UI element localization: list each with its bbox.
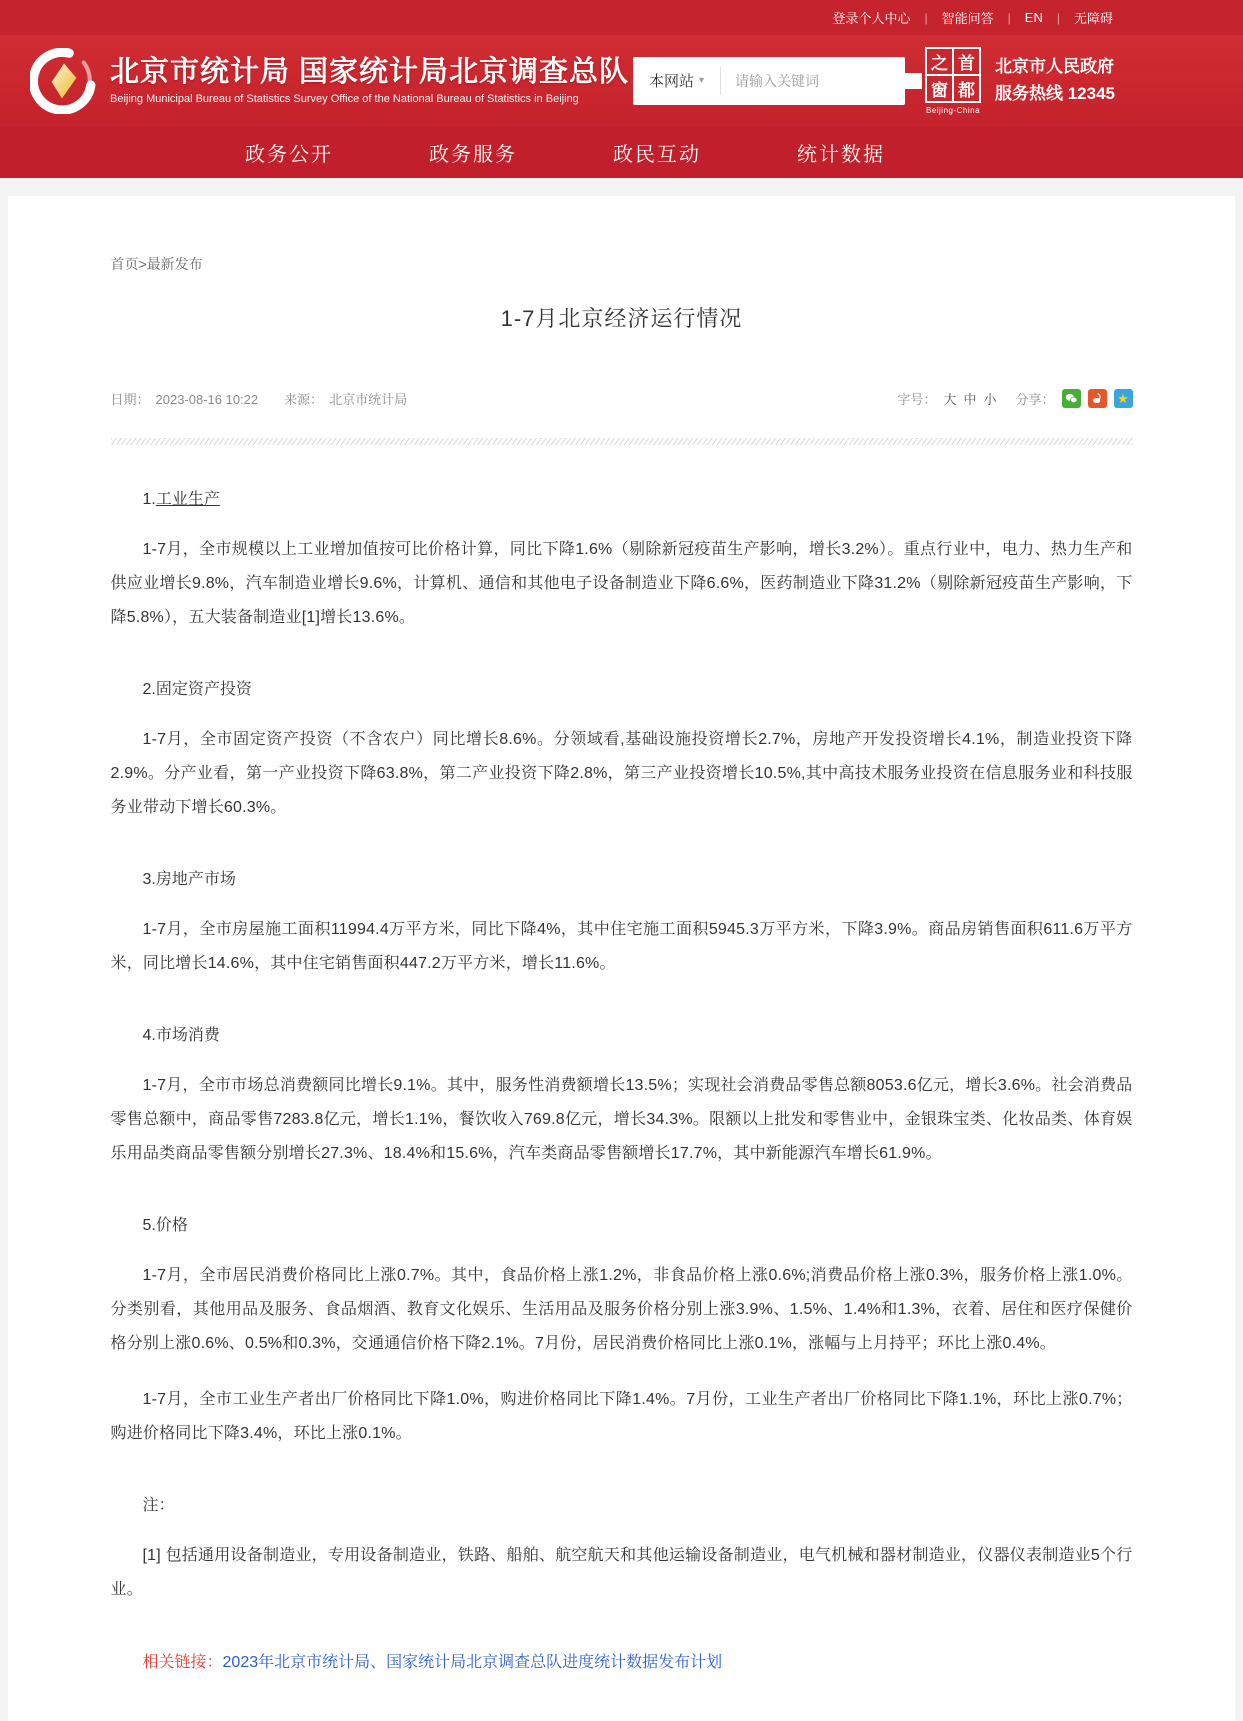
article-title: 1-7月北京经济运行情况: [500, 306, 743, 331]
source-name: 北京市统计局: [329, 392, 408, 407]
section-paragraph: 1-7月，全市工业生产者出厂价格同比下降1.0%，购进价格同比下降1.4%。7月份，工业生产者出厂价格同比下降1.1%，环比上涨0.7%；购进价格同比下降3.4%，环比上涨0.1%。: [110, 1391, 1133, 1442]
nav-item-public-interaction[interactable]: 政民互动: [613, 143, 701, 166]
section-title: 价格: [155, 1217, 188, 1234]
section-number: 2.: [142, 681, 156, 698]
article-meta-bar: [111, 389, 1133, 408]
breadcrumb-home-link[interactable]: 首页: [110, 256, 139, 272]
fontsize-medium-button[interactable]: 中: [963, 392, 977, 407]
english-link[interactable]: EN: [1024, 10, 1043, 25]
fontsize-large-button[interactable]: 大: [943, 392, 957, 407]
capital-window-seal: [925, 47, 981, 103]
breadcrumb: [111, 254, 1133, 274]
hotline-line1: 北京市人民政府: [995, 57, 1114, 77]
site-header: [0, 35, 1243, 126]
article-body: [111, 489, 1133, 1675]
capital-window-logo[interactable]: [925, 47, 981, 115]
section-title: 房地产市场: [155, 871, 236, 888]
wechat-share-icon[interactable]: [1062, 389, 1081, 408]
section-heading-consumption: [111, 1025, 1133, 1047]
search-scope-dropdown[interactable]: [633, 67, 721, 95]
login-personal-center-link[interactable]: 登录个人中心: [832, 11, 911, 26]
content-card: [8, 196, 1235, 1721]
search-box: [633, 57, 905, 105]
search-scope-label: 本网站: [648, 73, 694, 90]
accessibility-link[interactable]: 无障碍: [1073, 11, 1113, 26]
hotline-line2: 服务热线 12345: [995, 83, 1115, 103]
source-label: 来源：: [284, 392, 324, 407]
section-heading-real-estate: [111, 869, 1133, 891]
nav-item-government-services[interactable]: 政务服务: [429, 143, 517, 166]
site-title-block: [110, 56, 629, 105]
seal-char: 窗: [927, 76, 952, 101]
section-number: 5.: [142, 1217, 156, 1234]
hatched-divider: [111, 438, 1133, 445]
section-number: 1.: [142, 491, 156, 508]
seal-char: 之: [927, 49, 952, 74]
section-heading-industry: [111, 489, 1133, 511]
section-paragraph: 1-7月，全市房屋施工面积11994.4万平方米，同比下降4%，其中住宅施工面积5945.3万平方米，下降3.9%。商品房销售面积611.6万平方米，同比增长14.6%，其中住宅销售面积447.2万平方米，增长11.6%。: [110, 921, 1133, 972]
section-paragraph: 1-7月，全市市场总消费额同比增长9.1%。其中，服务性消费额增长13.5%；实现社会消费品零售总额8053.6亿元，增长3.6%。社会消费品零售总额中，商品零售7283.8亿元，增长1.1%，餐饮收入769.8亿元，增长34.3%。限额以上批发和零售业中，金银珠宝类、化妆品类、体育娱乐用品类商品零售额分别增长27.3%、18.4%和15.6%，汽车类商品零售额增长17.7%，其中新能源汽车增长61.9%。: [110, 1077, 1133, 1162]
fontsize-small-button[interactable]: 小: [983, 392, 997, 407]
bureau-logo-icon: [30, 48, 96, 114]
breadcrumb-current-link[interactable]: 最新发布: [146, 256, 203, 272]
section-paragraph: 1-7月，全市规模以上工业增加值按可比价格计算，同比下降1.6%（剔除新冠疫苗生产影响，增长3.2%）。重点行业中，电力、热力生产和供应业增长9.8%，汽车制造业增长9.6%，计算机、通信和其他电子设备制造业下降6.6%，医药制造业下降31.2%（剔除新冠疫苗生产影响，下降5.8%），五大装备制造业[1]增长13.6%。: [110, 541, 1133, 626]
section-heading-prices: [111, 1215, 1133, 1237]
main-nav: [0, 126, 1243, 178]
top-utility-bar: [0, 0, 1243, 35]
fontsize-label: 字号：: [897, 392, 937, 407]
seal-char: 都: [954, 76, 979, 101]
section-number: 4.: [142, 1027, 156, 1044]
section-title: 工业生产: [155, 491, 220, 508]
related-links-label: 相关链接：: [142, 1654, 223, 1671]
separator: |: [924, 10, 928, 25]
site-subtitle: Beijing Municipal Bureau of Statistics Survey Office of the National Bureau of Statistics in Beijing: [110, 93, 579, 106]
article-meta-right: [897, 389, 1132, 408]
site-title: 北京市统计局 国家统计局北京调查总队: [110, 55, 630, 88]
note-label: 注：: [142, 1497, 175, 1514]
separator: |: [1007, 10, 1011, 25]
nav-item-statistics-data[interactable]: 统计数据: [797, 143, 885, 166]
qzone-share-icon[interactable]: ★: [1114, 389, 1133, 408]
section-heading-investment: [111, 679, 1133, 701]
seal-caption: Beijing-China: [925, 105, 981, 115]
publish-date: 2023-08-16 10:22: [155, 392, 259, 407]
related-link[interactable]: 2023年北京市统计局、国家统计局北京调查总队进度统计数据发布计划: [222, 1654, 723, 1671]
smart-qa-link[interactable]: 智能问答: [941, 11, 994, 26]
seal-char: 首: [954, 49, 979, 74]
footnote-paragraph: [1] 包括通用设备制造业，专用设备制造业，铁路、船舶、航空航天和其他运输设备制造业，电气机械和器材制造业，仪器仪表制造业5个行业。: [110, 1547, 1133, 1598]
section-title: 市场消费: [155, 1027, 220, 1044]
share-label: 分享：: [1015, 392, 1055, 407]
weibo-share-icon[interactable]: [1088, 389, 1107, 408]
nav-item-government-affairs[interactable]: 政务公开: [245, 143, 333, 166]
government-hotline: [995, 54, 1115, 107]
section-paragraph: 1-7月，全市固定资产投资（不含农户）同比增长8.6%。分领域看,基础设施投资增长2.7%，房地产开发投资增长4.1%，制造业投资下降2.9%。分产业看，第一产业投资下降63.8%，第二产业投资下降2.8%，第三产业投资增长10.5%,其中高技术服务业投资在信息服务业和科技服务业带动下增长60.3%。: [110, 731, 1133, 816]
section-title: 固定资产投资: [155, 681, 252, 698]
article-meta-left: [111, 389, 434, 408]
section-paragraph: 1-7月，全市居民消费价格同比上涨0.7%。其中，食品价格上涨1.2%，非食品价格上涨0.6%;消费品价格上涨0.3%，服务价格上涨1.0%。分类别看，其他用品及服务、食品烟酒、教育文化娱乐、生活用品及服务价格分别上涨3.9%、1.5%、1.4%和1.3%，衣着、居住和医疗保健价格分别上涨0.6%、0.5%和0.3%，交通通信价格下降2.1%。7月份，居民消费价格同比上涨0.1%，涨幅与上月持平；环比上涨0.4%。: [110, 1267, 1133, 1352]
related-links-row: [111, 1651, 1133, 1675]
separator: |: [1056, 10, 1060, 25]
breadcrumb-separator: >: [138, 256, 147, 272]
section-number: 3.: [142, 871, 156, 888]
date-label: 日期：: [110, 392, 150, 407]
search-input[interactable]: [721, 73, 922, 89]
chevron-down-icon: ▾: [698, 75, 705, 86]
